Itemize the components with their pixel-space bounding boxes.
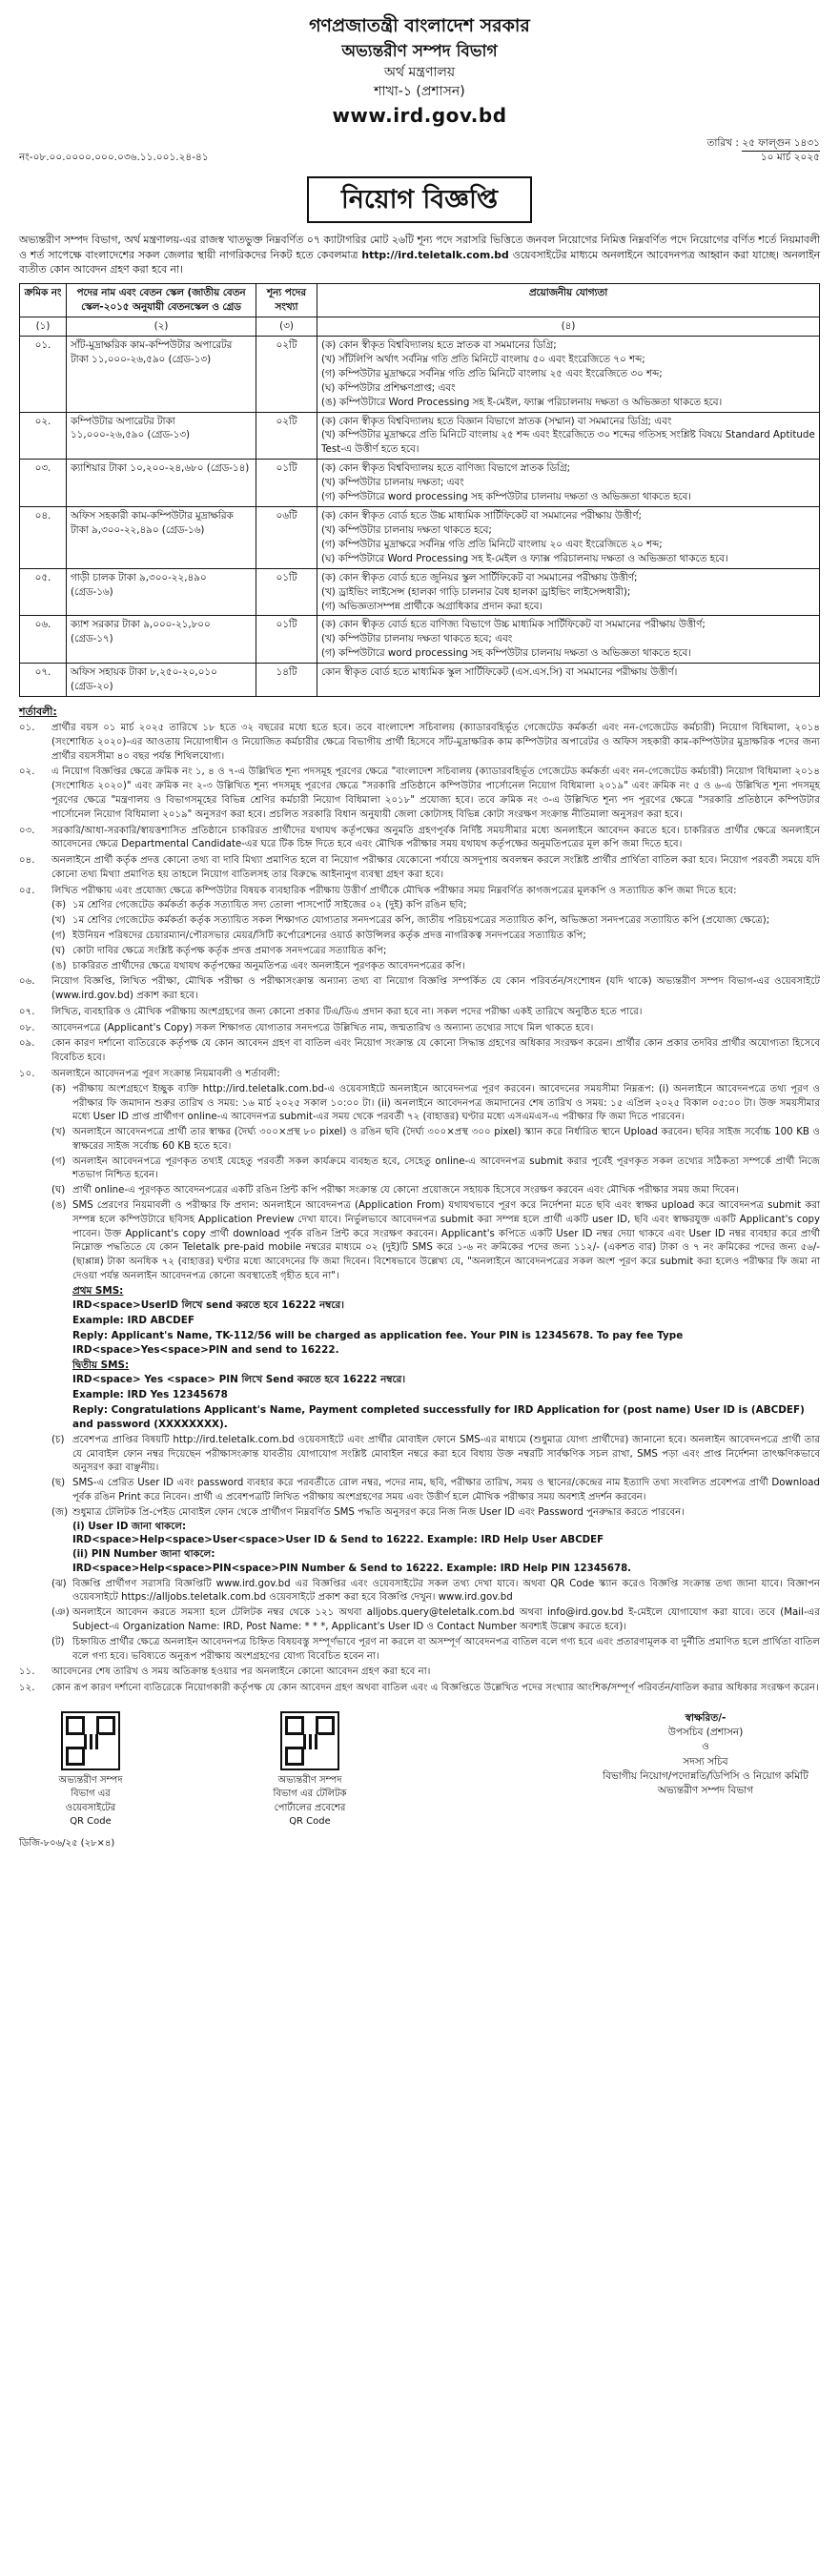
condition-text: প্রার্থীর বয়স ০১ মার্চ ২০২৫ তারিখে ১৮ হতে ৩২ বছরের মধ্যে হতে হবে। তবে বাংলাদেশ সচিবালয় (ক্যাডারবহির্ভূত গেজেটেড কর্মকর্তা এবং নন-গেজেটেড কর্মচারী) নিয়োগ বিধিমালা, ২০১৪ (সংশোধিত ২০২০)-এর আওতায় নিয়োগাধীন ও নিয়োজিত কর্মচারীর ক্ষেত্রে বিভাগীয় প্রার্থী হিসেবে সাঁট-মুদ্রাক্ষরিক কাম কম্পিউটার অপারেটর ও অফিস সহকারী কাম-কম্পিউটার মুদ্রাক্ষরিক পদের জন্য প্রার্থীর বয়সসীমা ৪০ বছর পর্যন্ত শিথিলযোগ্য। (51, 723, 820, 762)
table-row (20, 507, 820, 569)
cell-serial: ০৪. (20, 507, 67, 569)
qualification-item: (ঘ) কম্পিউটারে Word Processing সহ ই-মেইল ও ফ্যাক্স পরিচালনায় দক্ষতা ও অভিজ্ঞতা থাকতে হবে। (321, 552, 728, 564)
table-row (20, 664, 820, 697)
header (19, 13, 820, 130)
qualification-item: (গ) অভিজ্ঞতাসম্পন্ন প্রার্থীকে অগ্রাধিকার প্রদান করা হবে। (321, 600, 542, 612)
sub-text: ১ম শ্রেণির গেজেটেড কর্মকর্তা কর্তৃক সত্যায়িত সদ্য তোলা পাসপোর্ট সাইজের ০২ (দুই) কপি রঙিন ছবি; (72, 900, 467, 911)
condition-item (19, 1037, 820, 1066)
table-row (20, 336, 820, 412)
sub-text-wrap (72, 1506, 820, 1577)
cell-post: অফিস সহায়ক টাকা ৮,২৫০-২০,০১০ (গ্রেড-২০) (67, 664, 256, 697)
govt-name: গণপ্রজাতন্ত্রী বাংলাদেশ সরকার (309, 15, 530, 36)
sub-text: পরীক্ষায় অংশগ্রহণে ইচ্ছুক ব্যক্তি http://ird.teletalk.com.bd-এ ওয়েবসাইটে অনলাইনে আবেদনপত্র পূরণ করবেন। আবেদনের সময়সীমা নিম্নরূপ: (i) অনলাইনে আবেদনপত্রে তথ্য পূরণ ও পরীক্ষার ফি জমাদান শুরুর তারিখ ও সময়: ১৬ মার্চ ২০২৫ সকাল ১০:০০ টা। (ii) অনলাইনে আবেদনপত্র জমাদানের শেষ তারিখ ও সময়: ১৫ এপ্রিল ২০২৫ বিকাল ০৫:০০ টা। উক্ত সময়সীমার মধ্যে User ID প্রাপ্ত প্রার্থীগণ online-এ আবেদনপত্র submit-এর সময় থেকে পরবর্তী ৭২ (বাহাত্তর) ঘণ্টার মধ্যে এসএমএস-এ পরীক্ষার ফি জমা দিতে পারবেন। (72, 1083, 820, 1123)
sub-item (51, 1636, 820, 1665)
condition-item (19, 885, 820, 974)
cell-post: অফিস সহকারী কাম-কম্পিউটার মুদ্রাক্ষরিক টাকা ৯,৩০০-২২,৪৯০ (গ্রেড-১৬) (67, 507, 256, 569)
qr-code-icon[interactable] (61, 1711, 120, 1770)
sub-text: প্রবেশপত্র প্রাপ্তির বিষয়টি http://ird.teletalk.com.bd ওয়েবসাইটে এবং প্রার্থীর মোবাইল ফোনে SMS-এর মাধ্যমে (শুধুমাত্র যোগ্য প্রার্থীদের) জানানো হবে। অনলাইন আবেদনপত্রে প্রার্থী তার যে মোবাইল ফোন নম্বর দিয়েছেন পরীক্ষাসংক্রান্ত যাবতীয় যোগাযোগ সংশ্লিষ্ট মোবাইল নম্বরে করা হবে বিধায় উক্ত নম্বরটি সার্বক্ষণিক সচল রাখা, SMS পড়া এবং প্রাপ্ত নির্দেশনা তাৎক্ষণিকভাবে অনুসরণ করা বাঞ্ছনীয়। (72, 1434, 820, 1474)
sub-item (51, 1578, 820, 1606)
sub-label: (জ) (51, 1506, 69, 1518)
condition-text: সরকারি/আধা-সরকারি/স্বায়ত্তশাসিত প্রতিষ্ঠানে চাকরিরত প্রার্থীদের যথাযথ কর্তৃপক্ষের অনুমতি গ্রহণপূর্বক নির্দিষ্ট সময়সীমার মধ্যে অনলাইনে আবেদন করতে হবে। চাকরিরত প্রার্থীর ক্ষেত্রে অনলাইনে আবেদনের ক্ষেত্রে Departmental Candidate-এর ঘরে টিক চিহ্ন দিতে হবে এবং মৌখিক পরীক্ষার সময় যথাযথ কর্তৃপক্ষের অনুমতিপত্রের মূল কপি জমা দিতে হবে। (51, 825, 820, 850)
sub-label: (ঘ) (51, 1185, 66, 1196)
condition-body (51, 1682, 820, 1696)
sub-text: ১ম শ্রেণির গেজেটেড কর্মকর্তা কর্তৃক সত্যায়িত সকল শিক্ষাগত যোগ্যতার সনদপত্রের কপি, জাতীয় পরিচয়পত্রের সত্যায়িত কপি, অভিজ্ঞতা সনদপত্রের সত্যায়িত কপি (প্রযোজ্য ক্ষেত্রে); (72, 915, 770, 927)
condition-number: ০৬. (19, 976, 35, 988)
division-name: অভ্যন্তরীণ সম্পদ বিভাগ (341, 41, 498, 61)
signer-committee: বিভাগীয় নিয়োগ/পদোন্নতি/ডিপিসি ও নিয়োগ কমিটি (603, 1769, 808, 1782)
qualification-item: কোন স্বীকৃত বোর্ড হতে মাধ্যমিক স্কুল সার্টিফিকেট (এস.এস.সি) বা সমমানের পরীক্ষায় উত্তীর্ণ। (321, 666, 678, 679)
condition-text: লিখিত পরীক্ষায় এবং প্রযোজ্য ক্ষেত্রে কম্পিউটার বিষয়ক ব্যবহারিক পরীক্ষায় উত্তীর্ণ প্রার্থীকে মৌখিক পরীক্ষার সময় নিম্নবর্ণিত কাগজপত্রের মূলকপি ও সত্যায়িত কপি জমা দিতে হবে: (51, 885, 737, 896)
index-cell: (২) (67, 317, 256, 336)
cell-serial: ০১. (20, 336, 67, 412)
index-cell: (৩) (256, 317, 317, 336)
condition-item (19, 1006, 820, 1020)
condition-number: ১০. (19, 1069, 35, 1079)
col-serial: ক্রমিক নং (20, 284, 67, 317)
sub-item (51, 1477, 820, 1505)
cell-post: সাঁট-মুদ্রাক্ষরিক কাম-কম্পিউটার অপারেটর টাকা ১১,০০০-২৬,৫৯০ (গ্রেড-১৩) (67, 336, 256, 412)
sub-item (51, 930, 820, 944)
sms-second-cmd: IRD<space> Yes <space> PIN লিখে Send করতে হবে 16222 নম্বরে। (72, 1374, 406, 1386)
condition-number: ১২. (19, 1683, 35, 1694)
condition-item (19, 854, 820, 883)
sub-text-wrap (72, 1434, 820, 1476)
cell-qualification (317, 664, 820, 697)
qualification-item: (খ) কম্পিউটার চালনায় দক্ষতা থাকতে হবে; এবং (321, 633, 513, 645)
cell-count: ০১টি (256, 616, 317, 664)
sub-label: (গ) (51, 930, 66, 941)
condition-body (51, 975, 820, 1004)
sub-label: (ঝ) (51, 1578, 67, 1589)
qualification-item: (খ) ড্রাইভিং লাইসেন্স (হালকা গাড়ি চালনার বৈধ হালকা ড্রাইভিং লাইসেন্সধারী); (321, 585, 631, 598)
condition-item (19, 1682, 820, 1696)
condition-text: কোন রূপ কারণ দর্শানো ব্যতিরেকে নিয়োগকারী কর্তৃপক্ষ যে কোন আবেদন গ্রহণ অথবা বাতিল এবং এ বিজ্ঞপ্তিতে উল্লেখিত পদের সংখ্যার আংশিক/সম্পূর্ণ পরিবর্তন/বাতিল করার অধিকার সংরক্ষণ করেন। (51, 1683, 819, 1694)
sub-label: (ছ) (51, 1478, 66, 1489)
table-row (20, 412, 820, 460)
cell-post: ক্যাশিয়ার টাকা ১০,২০০-২৪,৬৮০ (গ্রেড-১৪) (67, 460, 256, 507)
qualification-item: (খ) কম্পিউটার চালনায় দক্ষতা থাকতে হবে; (321, 523, 492, 536)
sms-second-example: Example: IRD Yes 12345678 (72, 1388, 228, 1400)
sub-text: কোটা দাবির ক্ষেত্রে সংশ্লিষ্ট কর্তৃপক্ষ কর্তৃক প্রদত্ত প্রমাণক সনদপত্রের সত্যায়িত কপি; (72, 945, 387, 956)
sub-text: SMS-এ প্রেরিত User ID এবং password ব্যবহার করে পরবর্তীতে রোল নম্বর, পদের নাম, ছবি, পরীক্ষার তারিখ, সময় ও স্থানের/কেন্দ্রের নাম ইত্যাদি তথ্য সংবলিত প্রবেশপত্র প্রার্থী Download পূর্বক রঙিন Print করে নিবেন। প্রার্থী এ প্রবেশপত্রটি লিখিত পরীক্ষায় অংশগ্রহণের সময় এবং উত্তীর্ণ হলে মৌখিক পরীক্ষার সময় অবশ্যই প্রদর্শন করবেন। (72, 1478, 820, 1503)
sub-label: (গ) (51, 1155, 66, 1167)
cell-post: কম্পিউটার অপারেটর টাকা ১১,০০০-২৬,৫৯০ (গ্রেড-১৩) (67, 412, 256, 460)
date-bangla: ২৫ ফাল্গুন ১৪৩১ (742, 137, 820, 153)
col-post: পদের নাম এবং বেতন স্কেল (জাতীয় বেতন স্কেল-২০১৫ অনুযায়ী বেতনস্কেল ও গ্রেড (67, 284, 256, 317)
qualification-item: (গ) কম্পিউটার মুদ্রাক্ষরে সর্বনিম্ন গতি প্রতি মিনিটে বাংলায় ২৫ এবং ইংরেজিতে ৩০ শব্দ; (321, 367, 663, 379)
col-qualification: প্রয়োজনীয় যোগ্যতা (317, 284, 820, 317)
sms-instructions (72, 1284, 820, 1433)
signer-role: সদস্য সচিব (683, 1755, 728, 1768)
cell-qualification (317, 616, 820, 664)
sub-extra-line: (i) User ID জানা থাকলে: (72, 1521, 187, 1532)
condition-number: ০৮. (19, 1022, 35, 1033)
condition-body (51, 1666, 820, 1680)
qualification-item: (গ) কম্পিউটার মুদ্রাক্ষরে সর্বনিম্ন গতি প্রতি মিনিটে বাংলায় ২০ এবং ইংরেজিতে ২০ শব্দ; (321, 538, 663, 550)
table-row (20, 460, 820, 507)
qualification-item: (গ) কম্পিউটারে word processing সহ কম্পিউটার চালনায় দক্ষতা ও অভিজ্ঞতা থাকতে হবে। (321, 647, 691, 660)
sub-item (51, 1606, 820, 1635)
memo-date (706, 137, 820, 165)
cell-qualification (317, 412, 820, 460)
date-gregorian: ১০ মার্চ ২০২৫ (760, 152, 820, 164)
sub-label: (খ) (51, 915, 66, 927)
table-header-row (20, 284, 820, 317)
posts-body (20, 336, 820, 696)
sub-item (51, 899, 820, 913)
condition-item (19, 1666, 820, 1680)
signer-and: ও (702, 1741, 709, 1753)
sub-label: (ক) (51, 900, 67, 911)
print-code: ডিজি-৮০৬/২৫ (২৮×৪) (19, 1837, 115, 1849)
condition-text: অনলাইনে আবেদনপত্র পূরণ সংক্রান্ত নিয়মাবলী ও শর্তাবলী: (51, 1069, 280, 1079)
condition-body (51, 885, 820, 974)
qr-teletalk[interactable] (238, 1711, 381, 1830)
qr-caption-3: পোর্টালের প্রবেশের (274, 1802, 346, 1813)
sub-label: (ক) (51, 1083, 67, 1094)
condition-item (19, 975, 820, 1004)
qualification-item: (ঘ) কম্পিউটার প্রশিক্ষণপ্রাপ্ত; এবং (321, 381, 456, 394)
table-index-row (20, 317, 820, 336)
condition-body (51, 766, 820, 822)
intro-text-a: অভ্যন্তরীণ সম্পদ বিভাগ, অর্থ মন্ত্রণালয়-এর রাজস্ব খাতভুক্ত নিম্নবর্ণিত ০৭ ক্যাটাগরির মোট ২৬টি শূন্য পদে সরাসরি ভিত্তিতে জনবল নিয়োগের নিমিত্ত নিম্নবর্ণিত পদে নিয়োগের বর্ণিত শর্তে নিয়মাবলী ও শর্ত সাপেক্ষে বাংলাদেশের সকল জেলার স্থায়ী নাগরিকদের নিকট হতে কেবলমাত্র (19, 234, 820, 261)
condition-number: ০৯. (19, 1038, 35, 1050)
condition-body (51, 1006, 820, 1020)
table-row (20, 568, 820, 616)
sub-item (51, 945, 820, 959)
cell-count: ১৪টি (256, 664, 317, 697)
cell-count: ০৬টি (256, 507, 317, 569)
branch-name: শাখা-১ (প্রশাসন) (374, 84, 465, 100)
qualification-item: (ক) কোন স্বীকৃত বোর্ড হতে বাণিজ্য বিভাগে উচ্চ মাধ্যমিক সার্টিফিকেট বা সমমানের পরীক্ষায় উত্তীর্ণ; (321, 619, 706, 631)
cell-serial: ০৬. (20, 616, 67, 664)
sub-extra-line: IRD<space>Help<space>PIN<space>PIN Number & Send to 16222. Example: IRD Help PIN 12345678. (72, 1563, 632, 1574)
conditions-list (19, 722, 820, 1284)
cell-count: ০২টি (256, 412, 317, 460)
cell-serial: ০২. (20, 412, 67, 460)
sub-text: শুধুমাত্র টেলিটক প্রি-পেইড মোবাইল ফোন থেকে প্রার্থীগণ নিম্নবর্ণিত SMS পদ্ধতি অনুসরণ করে নিজ নিজ User ID এবং Password পুনরুদ্ধার করতে পারবেন। (72, 1506, 685, 1518)
website-link[interactable]: www.ird.gov.bd (332, 103, 507, 127)
cell-qualification (317, 507, 820, 569)
condition-body (51, 825, 820, 853)
cell-post: গাড়ী চালক টাকা ৯,৩০০-২২,৪৯০ (গ্রেড-১৬) (67, 568, 256, 616)
sub-text-wrap (72, 1578, 820, 1606)
sub-text-wrap (72, 1636, 820, 1665)
qualification-item: (ঙ) কম্পিউটারে Word Processing সহ ই-মেইল, ফ্যাক্স পরিচালনায় দক্ষতা ও অভিজ্ঞতা থাকতে হবে। (321, 396, 723, 408)
final-conditions (19, 1666, 820, 1696)
sub-item (51, 1199, 820, 1284)
date-label: তারিখ : (706, 136, 739, 149)
signer-designation: উপসচিব (প্রশাসন) (667, 1727, 744, 1739)
memo-number: নং-০৮.০০.০০০০.০০০.০৩৬.১১.০০১.২৪-৪১ (19, 151, 209, 163)
condition-number: ০৭. (19, 1006, 35, 1017)
qualification-item: (ক) কোন স্বীকৃত বোর্ড হতে উচ্চ মাধ্যমিক সার্টিফিকেট বা সমমানের পরীক্ষায় উত্তীর্ণ; (321, 510, 642, 522)
sub-text: অনলাইন আবেদনপত্রে পূরণকৃত তথ্যই যেহেতু পরবর্তী সকল কার্যক্রমে ব্যবহৃত হবে, সেহেতু online-এ আবেদনপত্র submit করার পূর্বেই পূরণকৃত সকল তথ্যের সঠিকতা সম্পর্কে প্রার্থী নিজে শতভাগ নিশ্চিত হবেন। (72, 1155, 820, 1181)
cell-serial: ০৫. (20, 568, 67, 616)
conditions-title: শর্তাবলী: (19, 705, 57, 719)
condition-text: নিয়োগ বিজ্ঞপ্তি, লিখিত পরীক্ষা, মৌখিক পরীক্ষা ও পরীক্ষাসংক্রান্ত অন্যান্য তথ্য বা নিয়োগ বিজ্ঞপ্তি সম্পর্কিত যে কোন পরিবর্তন/সংশোধন (যদি থাকে) অভ্যন্তরীণ সম্পদ বিভাগ-এর ওয়েবসাইটে (www.ird.gov.bd) প্রকাশ করা হবে। (51, 976, 820, 1002)
ministry-name: অর্থ মন্ত্রণালয় (383, 65, 456, 81)
condition-number: ০৩. (19, 825, 35, 836)
condition-body (51, 1068, 820, 1284)
sub-item (51, 1434, 820, 1476)
cell-count: ০১টি (256, 568, 317, 616)
sms-first-label: প্রথম SMS: (72, 1284, 124, 1297)
condition-number: ০২. (19, 767, 35, 778)
signature-block (591, 1711, 820, 1798)
sub-item (51, 1506, 820, 1577)
condition-item (19, 766, 820, 822)
sub-label: (ঙ) (51, 960, 67, 971)
sub-text-wrap (72, 1477, 820, 1505)
sub-item (51, 1083, 820, 1125)
col-count: শূন্য পদের সংখ্যা (256, 284, 317, 317)
qualification-item: (ক) কোন স্বীকৃত বোর্ড হতে জুনিয়র স্কুল সার্টিফিকেট বা সমমানের পরীক্ষায় উত্তীর্ণ; (321, 571, 638, 583)
condition-number: ০৫. (19, 885, 35, 896)
condition-number: ০৪. (19, 855, 35, 867)
cell-post: ক্যাশ সরকার টাকা ৯,০০০-২১,৮০০ (গ্রেড-১৭) (67, 616, 256, 664)
condition-text: আবেদনপত্রে (Applicant's Copy) সকল শিক্ষাগত যোগ্যতার সনদপত্রে উল্লিখিত নাম, জন্মতারিখ ও অন্যান্য তথ্যের সাথে মিল থাকতে হবে। (51, 1022, 594, 1033)
sub-item (51, 1184, 820, 1198)
sub-label: (খ) (51, 1127, 66, 1138)
qr-code-icon[interactable] (280, 1711, 339, 1770)
condition-text: আবেদনের শেষ তারিখ ও সময় অতিক্রান্ত হওয়ার পর অনলাইনে কোনো আবেদন গ্রহণ করা হবে না। (51, 1666, 431, 1678)
qualification-item: (গ) কম্পিউটারে word processing সহ কম্পিউটার চালনায় দক্ষতা ও অভিজ্ঞতা থাকতে হবে। (321, 491, 691, 503)
table-row (20, 616, 820, 664)
sub-label: (ট) (51, 1636, 65, 1647)
sms-first-cmd: IRD<space>UserID লিখে send করতে হবে 16222 নম্বরে। (72, 1299, 344, 1312)
cell-serial: ০৭. (20, 664, 67, 697)
cell-count: ০১টি (256, 460, 317, 507)
sms-first-example: Example: IRD ABCDEF (72, 1314, 194, 1326)
memo-row (19, 137, 820, 165)
sms-second-reply: Reply: Congratulations Applicant's Name, Payment completed successfully for IRD Application for (post name) User ID is (ABCDEF) and password (XXXXXXXX). (72, 1403, 805, 1431)
qualification-item: (ক) কোন স্বীকৃত বিশ্ববিদ্যালয় হতে বিজ্ঞান বিভাগে স্নাতক (সম্মান) বা সমমানের ডিগ্রি; এবং (321, 415, 672, 427)
condition-text: অনলাইনে প্রার্থী কর্তৃক প্রদত্ত কোনো তথ্য বা দাবি মিথ্যা প্রমাণিত হলে বা নিয়োগ পরীক্ষার যেকোনো পর্যায়ে অসদুপায় অবলম্বন করলে সংশ্লিষ্ট প্রার্থীর প্রার্থিতা বাতিল করা হবে। নিয়োগ পরবর্তী সময়ে যদি কোনো তথ্য মিথ্যা প্রমাণিত হয় তাহলে নিয়োগ বাতিলসহ তার বিরুদ্ধে আইনানুগ ব্যবস্থা গ্রহণ করা হবে। (51, 855, 820, 880)
intro-text-b: ওয়েবসাইটের মাধ্যমে অনলাইনে আবেদনপত্র আহ্বান করা যাচ্ছে। অনলাইন ব্যতীত কোন আবেদন গ্রহণ করা হবে না। (19, 248, 821, 276)
index-cell: (১) (20, 317, 67, 336)
sms-second-label: দ্বিতীয় SMS: (72, 1359, 130, 1371)
sub-text: অনলাইনে আবেদনপত্রে প্রার্থী তার স্বাক্ষর (দৈর্ঘ্য ৩০০×প্রস্থ ৮০ pixel) ও রঙিন ছবি (দৈর্ঘ্য ৩০০×প্রস্থ ৩০০ pixel) স্ক্যান করে নির্ধারিত স্থানে Upload করবেন। ছবির সাইজ সর্বোচ্চ 100 KB ও স্বাক্ষরের সাইজ সর্বোচ্চ 60 KB হতে হবে। (72, 1127, 820, 1152)
sub-label: (ঙ) (51, 1200, 67, 1212)
cell-count: ০২টি (256, 336, 317, 412)
condition-text: লিখিত, ব্যবহারিক ও মৌখিক পরীক্ষায় অংশগ্রহণের জন্য কোনো প্রকার টিএ/ডিএ প্রদান করা হবে না। সকল পদের পরীক্ষা একই তারিখে অনুষ্ঠিত হতে পারে। (51, 1006, 643, 1017)
sub-extra-line: (ii) PIN Number জানা থাকলে: (72, 1549, 215, 1561)
qr-caption-1: অভ্যন্তরীণ সম্পদ (277, 1774, 342, 1786)
intro-url-link[interactable]: http://ird.teletalk.com.bd (361, 248, 509, 261)
signed-label: স্বাক্ষরিত/- (685, 1711, 726, 1724)
cell-qualification (317, 336, 820, 412)
qualification-item: (ক) কোন স্বীকৃত বিশ্ববিদ্যালয় হতে স্নাতক বা সমমানের ডিগ্রি; (321, 338, 557, 351)
sub-extra-line: IRD<space>Help<space>User<space>User ID & Send to 16222. Example: IRD Help User ABCDEF (72, 1535, 604, 1546)
more-instructions (51, 1434, 820, 1665)
sub-item (51, 960, 820, 974)
sub-text: SMS প্রেরণের নিয়মাবলী ও পরীক্ষার ফি প্রদান: অনলাইনে আবেদনপত্র (Application From) যথাযথভাবে পূরণ করে নির্দেশনা মতে ছবি এবং স্বাক্ষর upload করে আবেদনপত্র submit করা সম্পন্ন হলে কম্পিউটারে ছবিসহ Application Preview দেখা যাবে। নির্ভুলভাবে আবেদনপত্র submit করা সম্পন্ন হলে প্রার্থী একটি user ID, ছবি এবং স্বাক্ষরযুক্ত একটি Applicant's copy পাবেন। উক্ত Applicant's copy প্রার্থী download পূর্বক রঙিন প্রিন্ট করে সংরক্ষণ করবেন। Applicant's কপিতে একটি User ID নম্বর দেয়া থাকবে এবং User ID নম্বর ব্যবহার করে প্রার্থী নিম্নোক্ত পদ্ধতিতে যে কোন Teletalk pre-paid mobile নম্বরের মাধ্যমে ০২ (দুই)টি SMS করে ১-৬ নং ক্রমিকের পদের জন্য ১১২/- (একশত বার) টাকা ও ৭ নং ক্রমিকের পদের জন্য ৫৬/- (ছাপ্পান্ন) টাকা অনধিক ৭২ (বাহাত্তর) ঘণ্টার মধ্যে আবেদনের ফি জমা দিবেন। বিশেষভাবে উল্লেখ্য যে, "অনলাইনে আবেদনপত্রের সকল অংশ পূরণ করে submit করা হলেও পরীক্ষার ফি জমা না দেওয়া পর্যন্ত অনলাইন আবেদনপত্র কোনো অবস্থাতেই গৃহীত হবে না"। (72, 1200, 820, 1281)
qr-website[interactable] (19, 1711, 162, 1830)
condition-text: কোন কারণ দর্শানো ব্যতিরেকে কর্তৃপক্ষ যে কোন আবেদন গ্রহণ বা বাতিল এবং নিয়োগ সংক্রান্ত যে কোনো সিদ্ধান্ত গ্রহণের অধিকার সংরক্ষণ করেন। প্রার্থীর কোন প্রকার তদবির প্রার্থীর অযোগ্যতা হিসেবে বিবেচিত হবে। (51, 1038, 820, 1064)
footer-row (19, 1711, 820, 1830)
sub-text: চাকরিরত প্রার্থীদের ক্ষেত্রে যথাযথ কর্তৃপক্ষের অনুমতিপত্র এবং অনলাইনে পূরণকৃত আবেদনপত্রের কপি। (72, 960, 465, 971)
sub-label: (ঘ) (51, 945, 66, 956)
qr-caption-1: অভ্যন্তরীণ সম্পদ (58, 1774, 123, 1786)
condition-item (19, 722, 820, 764)
page-title: নিয়োগ বিজ্ঞপ্তি (307, 176, 532, 223)
condition-body (51, 854, 820, 883)
sub-text-wrap (72, 1606, 820, 1635)
index-cell: (৪) (317, 317, 820, 336)
sub-item (51, 1126, 820, 1155)
condition-item (19, 1022, 820, 1036)
condition-body (51, 1037, 820, 1066)
condition-number: ০১. (19, 723, 35, 734)
qualification-item: (খ) কম্পিউটার চালনায় দক্ষতা; এবং (321, 477, 464, 489)
qualification-item: (ক) কোন স্বীকৃত বিশ্ববিদ্যালয় হতে বাণিজ্য বিভাগে স্নাতক ডিগ্রি; (321, 462, 571, 475)
sub-text: বিজ্ঞপ্তি প্রার্থীগণ সরাসরি বিজ্ঞপ্তিটি www.ird.gov.bd এর বিজ্ঞপ্তির এবং ওয়েবসাইটের সকল তথ্য দেখা যাবে। অথবা QR Code স্ক্যান করেও বিজ্ঞপ্তি সংক্রান্ত তথ্য জানা যাবে। বিজ্ঞাপন ওয়েবসাইটে https://alljobs.teletalk.com.bd ওয়েবসাইটে প্রকাশ করা হবে বিজ্ঞপ্তি দেখুন। www.ird.gov.bd (72, 1578, 820, 1604)
sub-text: প্রার্থী online-এ পূরণকৃত আবেদনপত্রের একটি রঙিন প্রিন্ট কপি পরীক্ষা সংক্রান্ত যে কোনো প্রয়োজনে সহায়ক হিসেবে সংরক্ষণ করবেন এবং মৌখিক পরীক্ষার সময় জমা দিবেন। (72, 1185, 739, 1196)
qr-caption-4: QR Code (70, 1816, 112, 1828)
sub-text: চিহ্নায়িত প্রার্থীর ক্ষেত্রে অনলাইন আবেদনপত্র চিহ্নিত বিষয়বস্তু সম্পূর্ণভাবে পূরণ না করলে বা অসম্পূর্ণ আবেদনপত্র বাতিল বলে গণ্য হবে এবং প্রতারণামূলক বা দুর্নীতি প্রমাণিত হলে প্রার্থিতা বাতিল বলে গণ্য হবে। ভবিষ্যতে অনুরূপ পরীক্ষায় অংশগ্রহণের যোগ্য বিবেচিত হবেন না। (72, 1636, 820, 1662)
condition-item (19, 825, 820, 853)
condition-body (51, 722, 820, 764)
recruitment-notice (19, 0, 820, 1850)
condition-number: ১১. (19, 1666, 35, 1678)
sub-item (51, 914, 820, 929)
sub-label: (ঞ) (51, 1607, 70, 1619)
qualification-item: (খ) কম্পিউটার মুদ্রাক্ষরে প্রতি মিনিটে বাংলায় ২৫ শব্দ এবং ইংরেজিতে ৩০ শব্দের গতিসহ সংশ্লিষ্ট বিষয়ে Standard Aptitude Test-এ উত্তীর্ণ হতে হবে। (321, 429, 815, 456)
sub-item (51, 1155, 820, 1184)
cell-serial: ০৩. (20, 460, 67, 507)
cell-qualification (317, 568, 820, 616)
sms-first-reply: Reply: Applicant's Name, TK-112/56 will be charged as application fee. Your PIN is 12345678. To pay fee Type IRD<space>Yes<space>PIN and send to 16222. (72, 1329, 684, 1357)
qualification-item: (খ) সাঁটলিপি অর্থাৎ সর্বনিম্ন গতি প্রতি মিনিটে বাংলায় ৫০ এবং ইংরেজিতে ৭০ শব্দ; (321, 353, 645, 365)
intro-paragraph (19, 233, 820, 277)
cell-qualification (317, 460, 820, 507)
condition-item (19, 1068, 820, 1284)
qr-caption-2: বিভাগ এর (71, 1789, 111, 1800)
qr-caption-3: ওয়েবসাইটের (65, 1802, 116, 1813)
qr-caption-2: বিভাগ এর টেলিটক (273, 1789, 347, 1800)
qr-caption-4: QR Code (289, 1816, 331, 1828)
posts-table (19, 283, 820, 697)
condition-text: এ নিয়োগ বিজ্ঞপ্তির ক্ষেত্রে ক্রমিক নং ১, ৪ ও ৭-এ উল্লিখিত শূন্য পদসমূহ পূরণের ক্ষেত্রে "বাংলাদেশ সচিবালয় (ক্যাডারবহির্ভূত গেজেটেড কর্মকর্তা এবং নন-গেজেটেড কর্মচারী) নিয়োগ বিধিমালা ২০১৪ (সংশোধিত ২০২০)" এবং ক্রমিক নং ২-৩ উল্লিখিত শূন্য পদসমূহ পূরণের ক্ষেত্রে "সরকারি প্রতিষ্ঠানে কম্পিউটার পার্সোনেল নিয়োগ বিধিমালা ২০১৯" এবং ক্রমিক নং ৫ ও ৬-এ উল্লিখিত শূন্য পদসমূহ পূরণের ক্ষেত্রে "মন্ত্রণালয় ও বিভাগসমূহের বিভিন্ন শ্রেণির কর্মচারী নিয়োগ বিধিমালা ২০১৮" প্রযোজ্য হবে। তবে ক্রমিক নং ৩-এ উল্লিখিত শূন্য পদ পূরণের ক্ষেত্রে "সরকারি প্রতিষ্ঠানে কম্পিউটার পার্সোনেল নিয়োগ বিধিমালা ২০১৯" অনুসরণ করা হবে। প্রচলিত সরকারি বিধান অনুযায়ী জেলা কোটাসহ বিভিন্ন কোটা সংরক্ষণ সংক্রান্ত নীতিমালা অনুসরণ করা হবে। (51, 767, 820, 820)
sub-label: (চ) (51, 1434, 65, 1445)
signer-org: অভ্যন্তরীণ সম্পদ বিভাগ (657, 1784, 754, 1796)
sub-text: ইউনিয়ন পরিষদের চেয়ারম্যান/পৌরসভার মেয়র/সিটি কর্পোরেশনের ওয়ার্ড কাউন্সিলর কর্তৃক প্রদত্ত নাগরিকত্ব সনদপত্রের সত্যায়িত কপি; (72, 930, 586, 941)
condition-body (51, 1022, 820, 1036)
sub-text: অনলাইনে আবেদন করতে সমস্যা হলে টেলিটক নম্বর থেকে ১২১ অথবা alljobs.query@teletalk.com.bd অথবা info@ird.gov.bd ই-মেইলে যোগাযোগ করা যাবে। তবে (Mail-এর Subject-এ Organization Name: IRD, Post Name: * * *, Applicant's User ID ও Contact Number অবশ্যই উল্লেখ করতে হবে)। (72, 1607, 820, 1632)
